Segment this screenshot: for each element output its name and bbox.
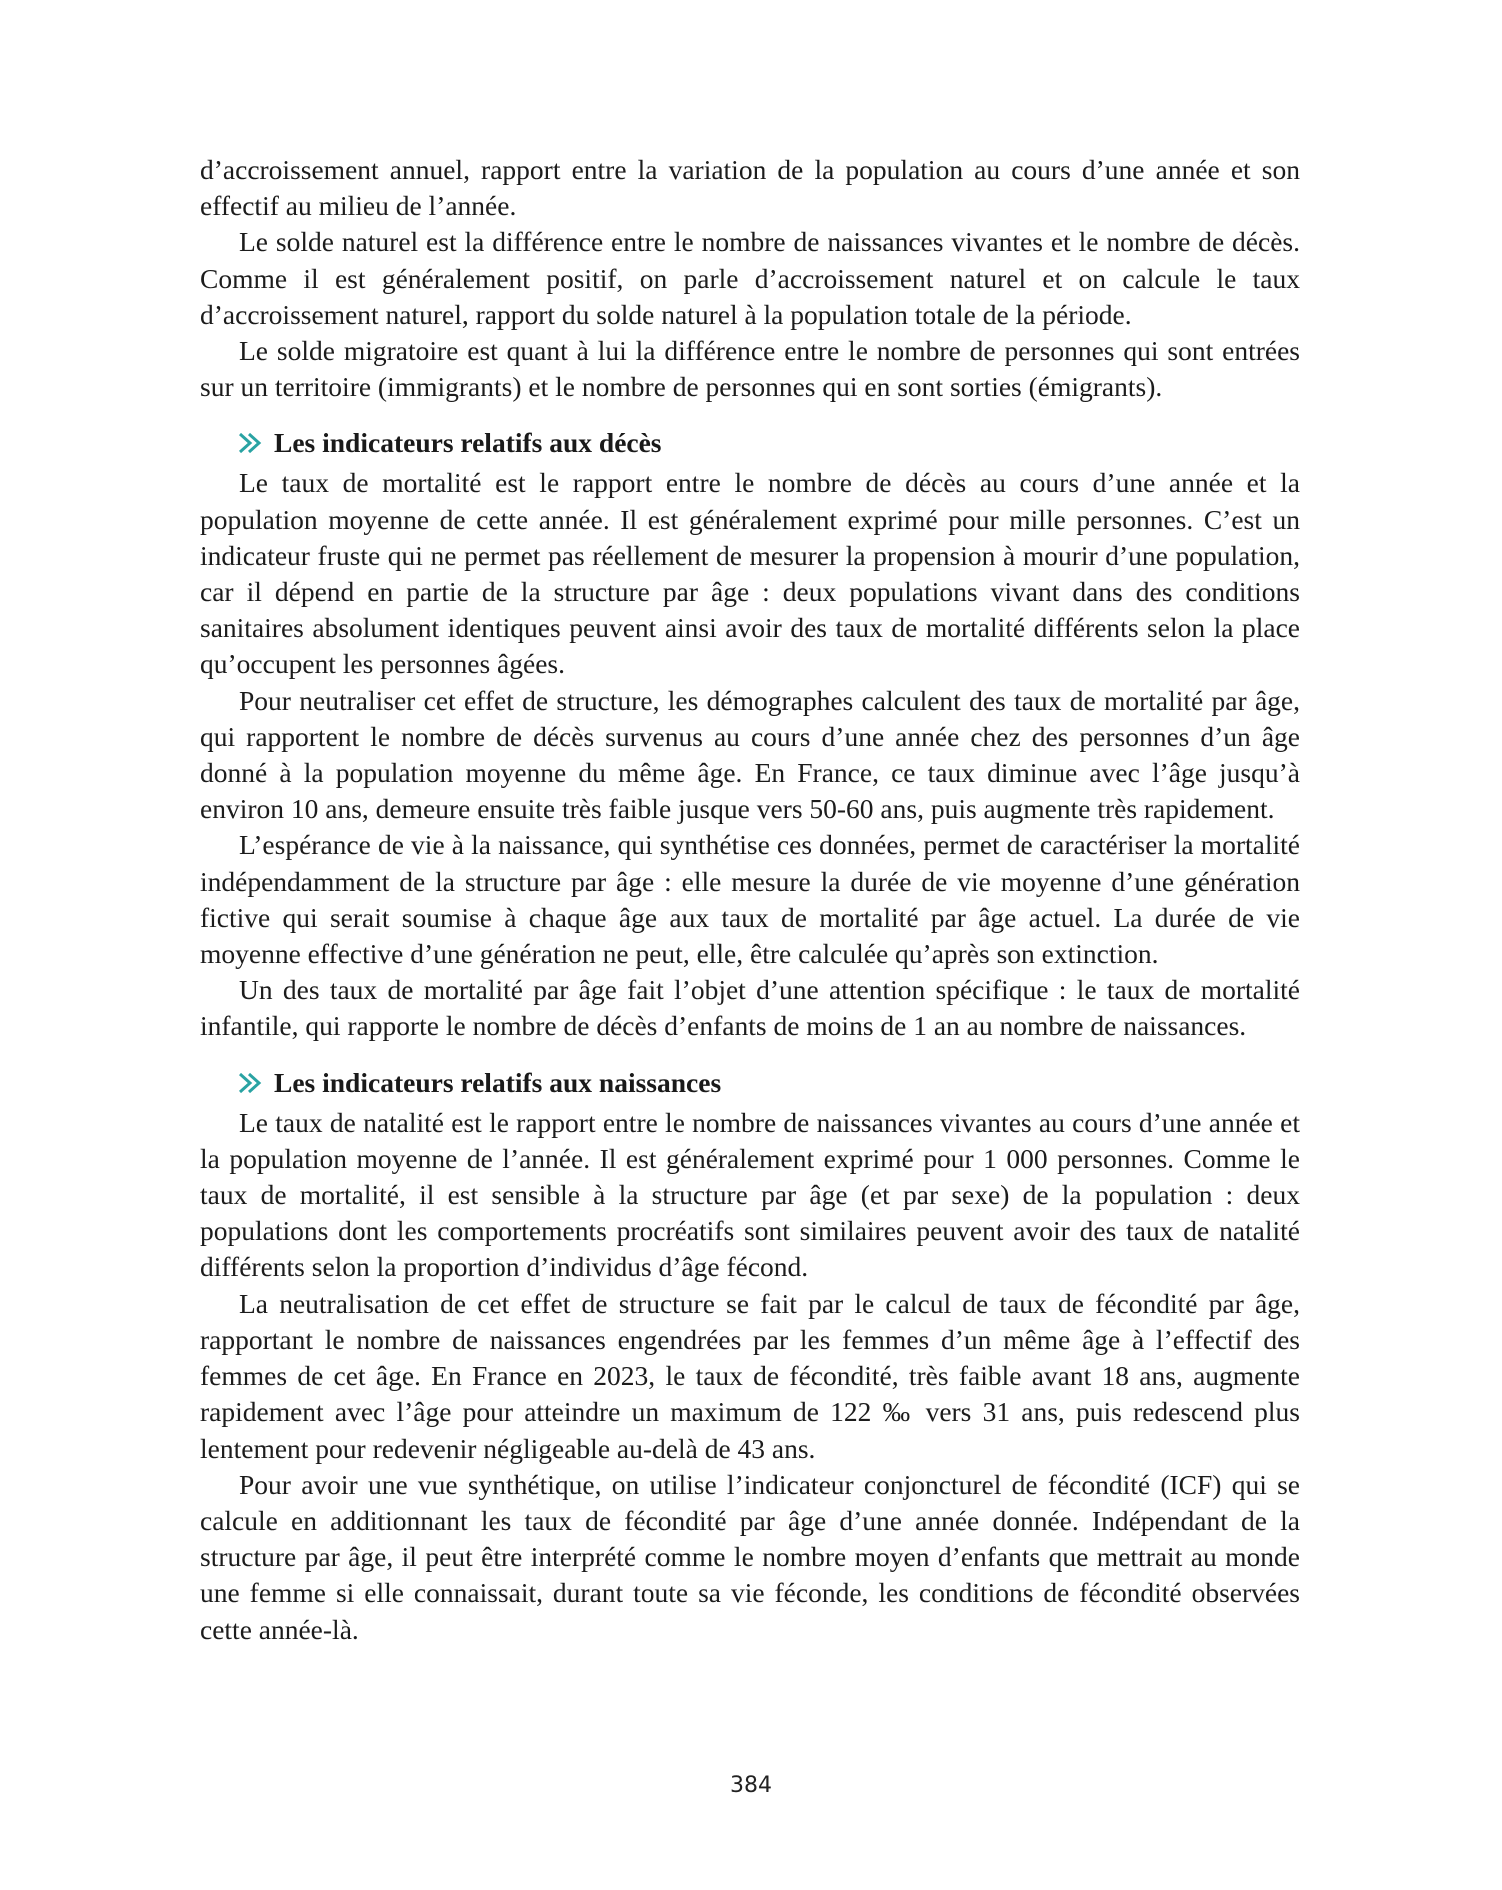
section-heading-deces (238, 425, 1300, 461)
paragraph: Le solde naturel est la différence entre le nombre de naissances vivantes et le nombre de décès. Comme il est généralement positif, on parle d’accroissement naturel et on calcule le taux d’accroissement naturel, rapport du solde naturel à la population totale de la période. (200, 226, 1300, 330)
page-number: 384 (730, 1773, 772, 1798)
page-body (200, 152, 1300, 1648)
paragraph: Le taux de mortalité est le rapport entre le nombre de décès au cours d’une année et la population moyenne de cette année. Il est généralement exprimé pour mille personnes. C’est un indicateur fruste qui ne permet pas réellement de mesurer la propension à mourir d’une population, car il dépend en partie de la structure par âge : deux populations vivant dans des conditions sanitaires absolument identiques peuvent ainsi avoir des taux de mortalité différents selon la place qu’occupent les personnes âgées. (200, 467, 1300, 680)
paragraph: Pour neutraliser cet effet de structure, les démographes calculent des taux de mortalité par âge, qui rapportent le nombre de décès survenus au cours d’une année chez des personnes d’un âge donné à la population moyenne du même âge. En France, ce taux diminue avec l’âge jusqu’à environ 10 ans, demeure ensuite très faible jusque vers 50-60 ans, puis augmente très rapidement. (200, 684, 1300, 825)
double-chevron-right-icon (238, 432, 264, 454)
paragraph: Le taux de natalité est le rapport entre le nombre de naissances vivantes au cours d’une année et la population moyenne de l’année. Il est généralement exprimé pour 1 000 personnes. Comme le taux de mortalité, il est sensible à la structure par âge (et par sexe) de la population : deux populations dont les comportements procréatifs sont similaires peuvent avoir des taux de natalité différents selon la proportion d’individus d’âge fécond. (200, 1106, 1300, 1283)
double-chevron-right-icon (238, 1072, 264, 1094)
paragraph: Pour avoir une vue synthétique, on utilise l’indicateur conjoncturel de fécondité (ICF) qui se calcule en additionnant les taux de fécondité par âge d’une année donnée. Indépendant de la structure par âge, il peut être interprété comme le nombre moyen d’enfants que mettrait au monde une femme si elle connaissait, durant toute sa vie féconde, les conditions de fécondité observées cette année-là. (200, 1468, 1300, 1645)
paragraph: La neutralisation de cet effet de structure se fait par le calcul de taux de fécondité par âge, rapportant le nombre de naissances engendrées par les femmes d’un même âge à l’effectif des femmes de cet âge. En France en 2023, le taux de fécondité, très faible avant 18 ans, augmente rapidement avec l’âge pour atteindre un maximum de 122 ‰ vers 31 ans, puis redescend plus lentement pour redevenir négligeable au-delà de 43 ans. (200, 1287, 1300, 1464)
paragraph: L’espérance de vie à la naissance, qui synthétise ces données, permet de caractériser la mortalité indépendamment de la structure par âge : elle mesure la durée de vie moyenne d’une génération fictive qui serait soumise à chaque âge aux taux de mortalité par âge actuel. La durée de vie moyenne effective d’une génération ne peut, elle, être calculée qu’après son extinction. (200, 829, 1300, 970)
paragraph: Un des taux de mortalité par âge fait l’objet d’une attention spécifique : le taux de mortalité infantile, qui rapporte le nombre de décès d’enfants de moins de 1 an au nombre de naissances. (200, 974, 1300, 1042)
paragraph: Le solde migratoire est quant à lui la différence entre le nombre de personnes qui sont entrées sur un territoire (immigrants) et le nombre de personnes qui en sont sorties (émigrants). (200, 335, 1300, 403)
section-title: Les indicateurs relatifs aux décès (274, 427, 662, 459)
paragraph: d’accroissement annuel, rapport entre la variation de la population au cours d’une année et son effectif au milieu de l’année. (200, 154, 1300, 222)
section-title: Les indicateurs relatifs aux naissances (274, 1066, 722, 1098)
section-heading-naissances (238, 1065, 1300, 1101)
